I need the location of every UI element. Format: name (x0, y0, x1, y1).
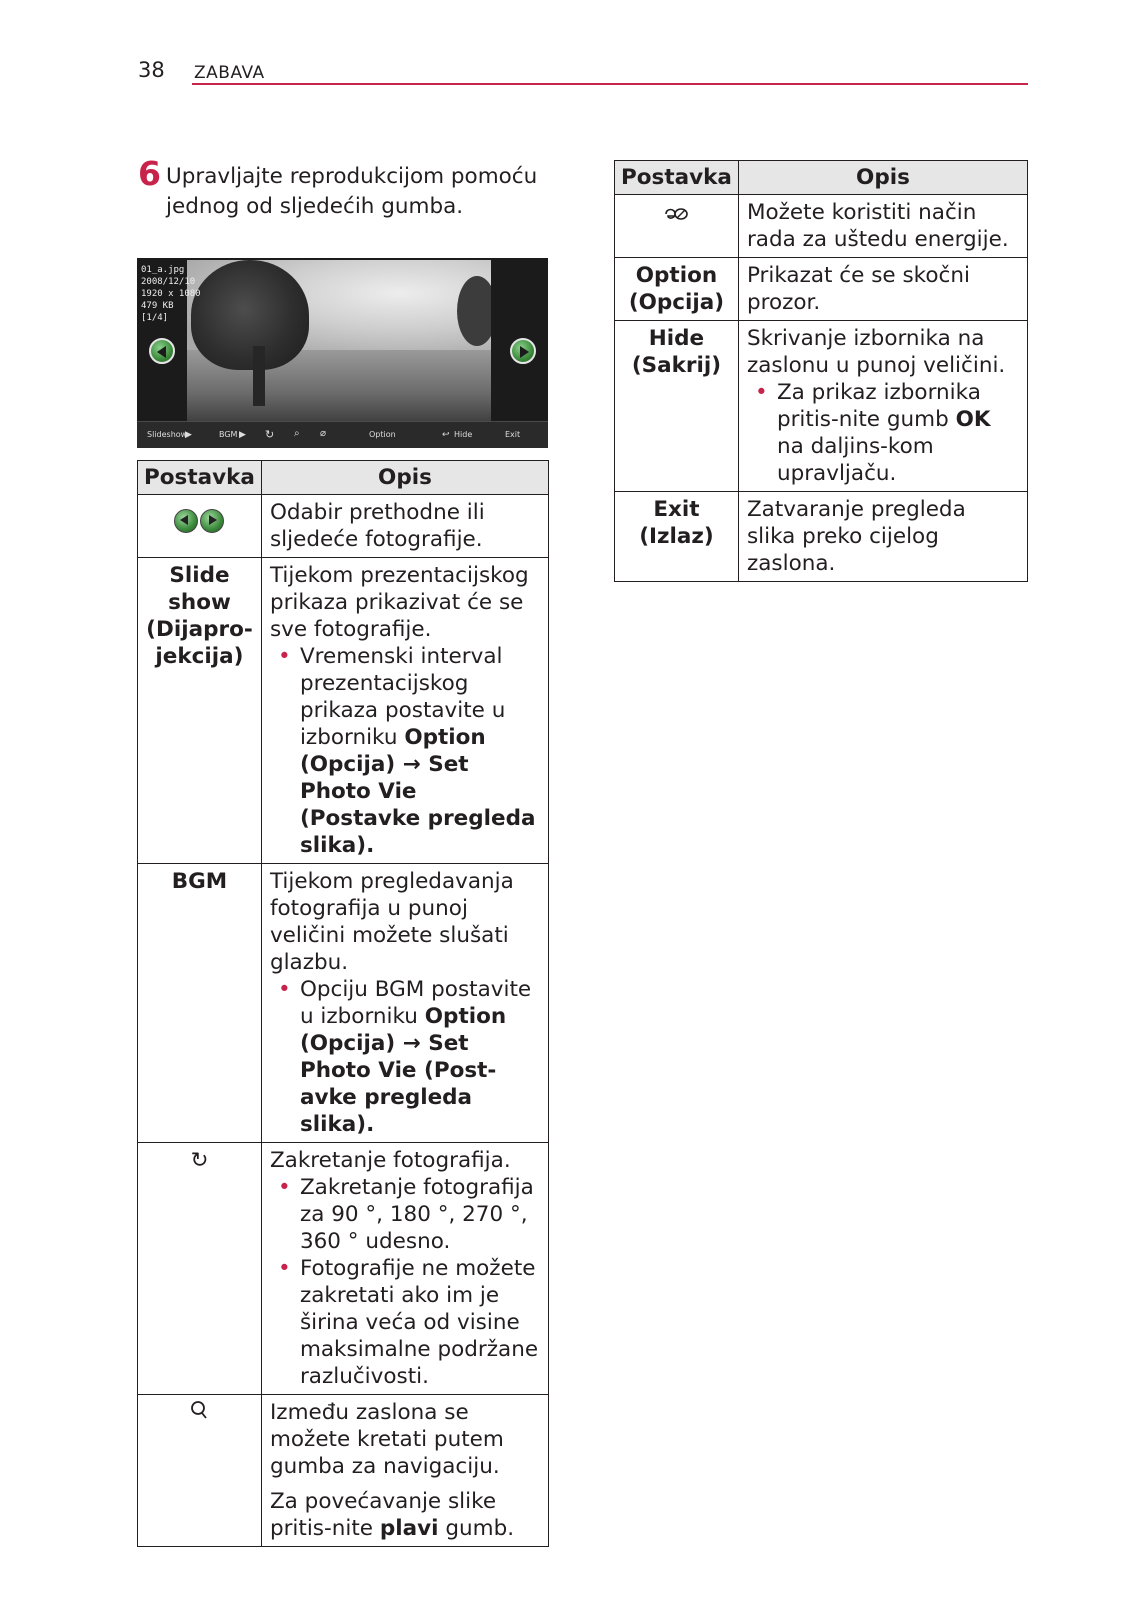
zoom-description: Između zaslona se možete kretati putem gumba za navigaciju. (269, 1400, 504, 1479)
list-item: • Fotografije ne možete zakretati ako im je širina veća od visine maksimalne podržane razlučivosti. (300, 1255, 541, 1390)
nav-description: Odabir prethodne ili sljedeće fotografije. (261, 495, 548, 558)
back-icon: ↩ (442, 430, 450, 440)
rotate-icon[interactable]: ↻ (265, 428, 275, 441)
option-description: Prikazat će se skočni prozor. (738, 258, 1027, 321)
photo-index: [1/4] (141, 313, 169, 323)
table-row (615, 321, 1028, 492)
header-rule (192, 83, 1028, 85)
photo-date: 2008/12/10 (141, 277, 196, 287)
column-header-description: Opis (738, 161, 1027, 195)
energy-saving-icon[interactable]: ⌀ (320, 428, 327, 439)
photo-size: 479 KB (141, 301, 174, 311)
table-row (138, 864, 549, 1143)
previous-arrow-icon (174, 509, 198, 533)
table-row (615, 195, 1028, 258)
page-number: 38 (138, 58, 165, 82)
next-arrow-icon[interactable] (510, 338, 536, 364)
zoom-note: Za povećavanje slike pritis-nite plavi gumb. (269, 1489, 515, 1541)
section-title: ZABAVA (194, 63, 265, 83)
table-row (615, 492, 1028, 582)
table-row (138, 558, 549, 864)
step-number: 6 (138, 154, 161, 193)
table-row (138, 1395, 549, 1547)
rotate-icon: ↻ (138, 1143, 262, 1395)
rotate-description: Zakretanje fotografija. (269, 1148, 511, 1173)
photo-viewer-screenshot (137, 258, 548, 448)
list-item: • Opciju BGM postavite u izborniku Option (Opcija) → Set Photo Vie (Post-avke pregleda slika). (300, 976, 541, 1138)
column-header-setting: Postavka (615, 161, 739, 195)
step-text: Upravljajte reprodukcijom pomoću jednog od sljedećih gumba. (166, 164, 538, 219)
exit-key: Exit (Izlaz) (615, 492, 739, 582)
column-header-setting: Postavka (138, 461, 262, 495)
play-icon: ▶ (185, 430, 192, 440)
bgm-description: Tijekom pregledavanja fotografija u punoj veličini možete slušati glazbu. (269, 869, 514, 975)
landscape-photo (187, 260, 491, 423)
control-bar (137, 421, 548, 448)
slideshow-button[interactable]: Slideshow (147, 430, 188, 439)
hide-description: Skrivanje izbornika na zaslonu u punoj veličini. (746, 326, 1006, 378)
slideshow-description: Tijekom prezentacijskog prikaza prikazivat će se sve fotografije. (269, 563, 529, 642)
zoom-icon (138, 1395, 262, 1547)
zoom-icon[interactable]: ⌕ (294, 428, 300, 439)
photo-info (141, 264, 201, 324)
hide-button[interactable]: Hide (454, 430, 473, 439)
exit-button[interactable]: Exit (505, 430, 521, 439)
table-row (138, 1143, 549, 1395)
option-button[interactable]: Option (369, 430, 396, 439)
step (138, 156, 548, 222)
controls-table-left (137, 460, 549, 1547)
list-item: • Za prikaz izbornika pritis-nite gumb OK na daljins-kom upravljaču. (777, 379, 1020, 487)
option-key: Option (Opcija) (615, 258, 739, 321)
table-row (138, 495, 549, 558)
bgm-button[interactable]: BGM (219, 430, 238, 439)
energy-saving-icon (615, 195, 739, 258)
previous-arrow-icon[interactable] (149, 338, 175, 364)
table-row (615, 258, 1028, 321)
photo-filename: 01_a.jpg (141, 265, 185, 275)
slideshow-key: Slide show (Dijapro-jekcija) (138, 558, 262, 864)
exit-description: Zatvaranje pregleda slika preko cijelog zaslona. (738, 492, 1027, 582)
next-arrow-icon (200, 509, 224, 533)
photo-resolution: 1920 x 1080 (141, 289, 201, 299)
list-item: • Zakretanje fotografija za 90 °, 180 °, 270 °, 360 ° udesno. (300, 1174, 541, 1255)
energy-description: Možete koristiti način rada za uštedu energije. (738, 195, 1027, 258)
bgm-key: BGM (138, 864, 262, 1143)
column-header-description: Opis (261, 461, 548, 495)
hide-key: Hide (Sakrij) (615, 321, 739, 492)
play-icon: ▶ (239, 430, 246, 440)
list-item: • Vremenski interval prezentacijskog prikaza postavite u izborniku Option (Opcija) → Set Photo Vie (Postavke pregleda slika). (300, 643, 541, 859)
controls-table-right (614, 160, 1028, 582)
